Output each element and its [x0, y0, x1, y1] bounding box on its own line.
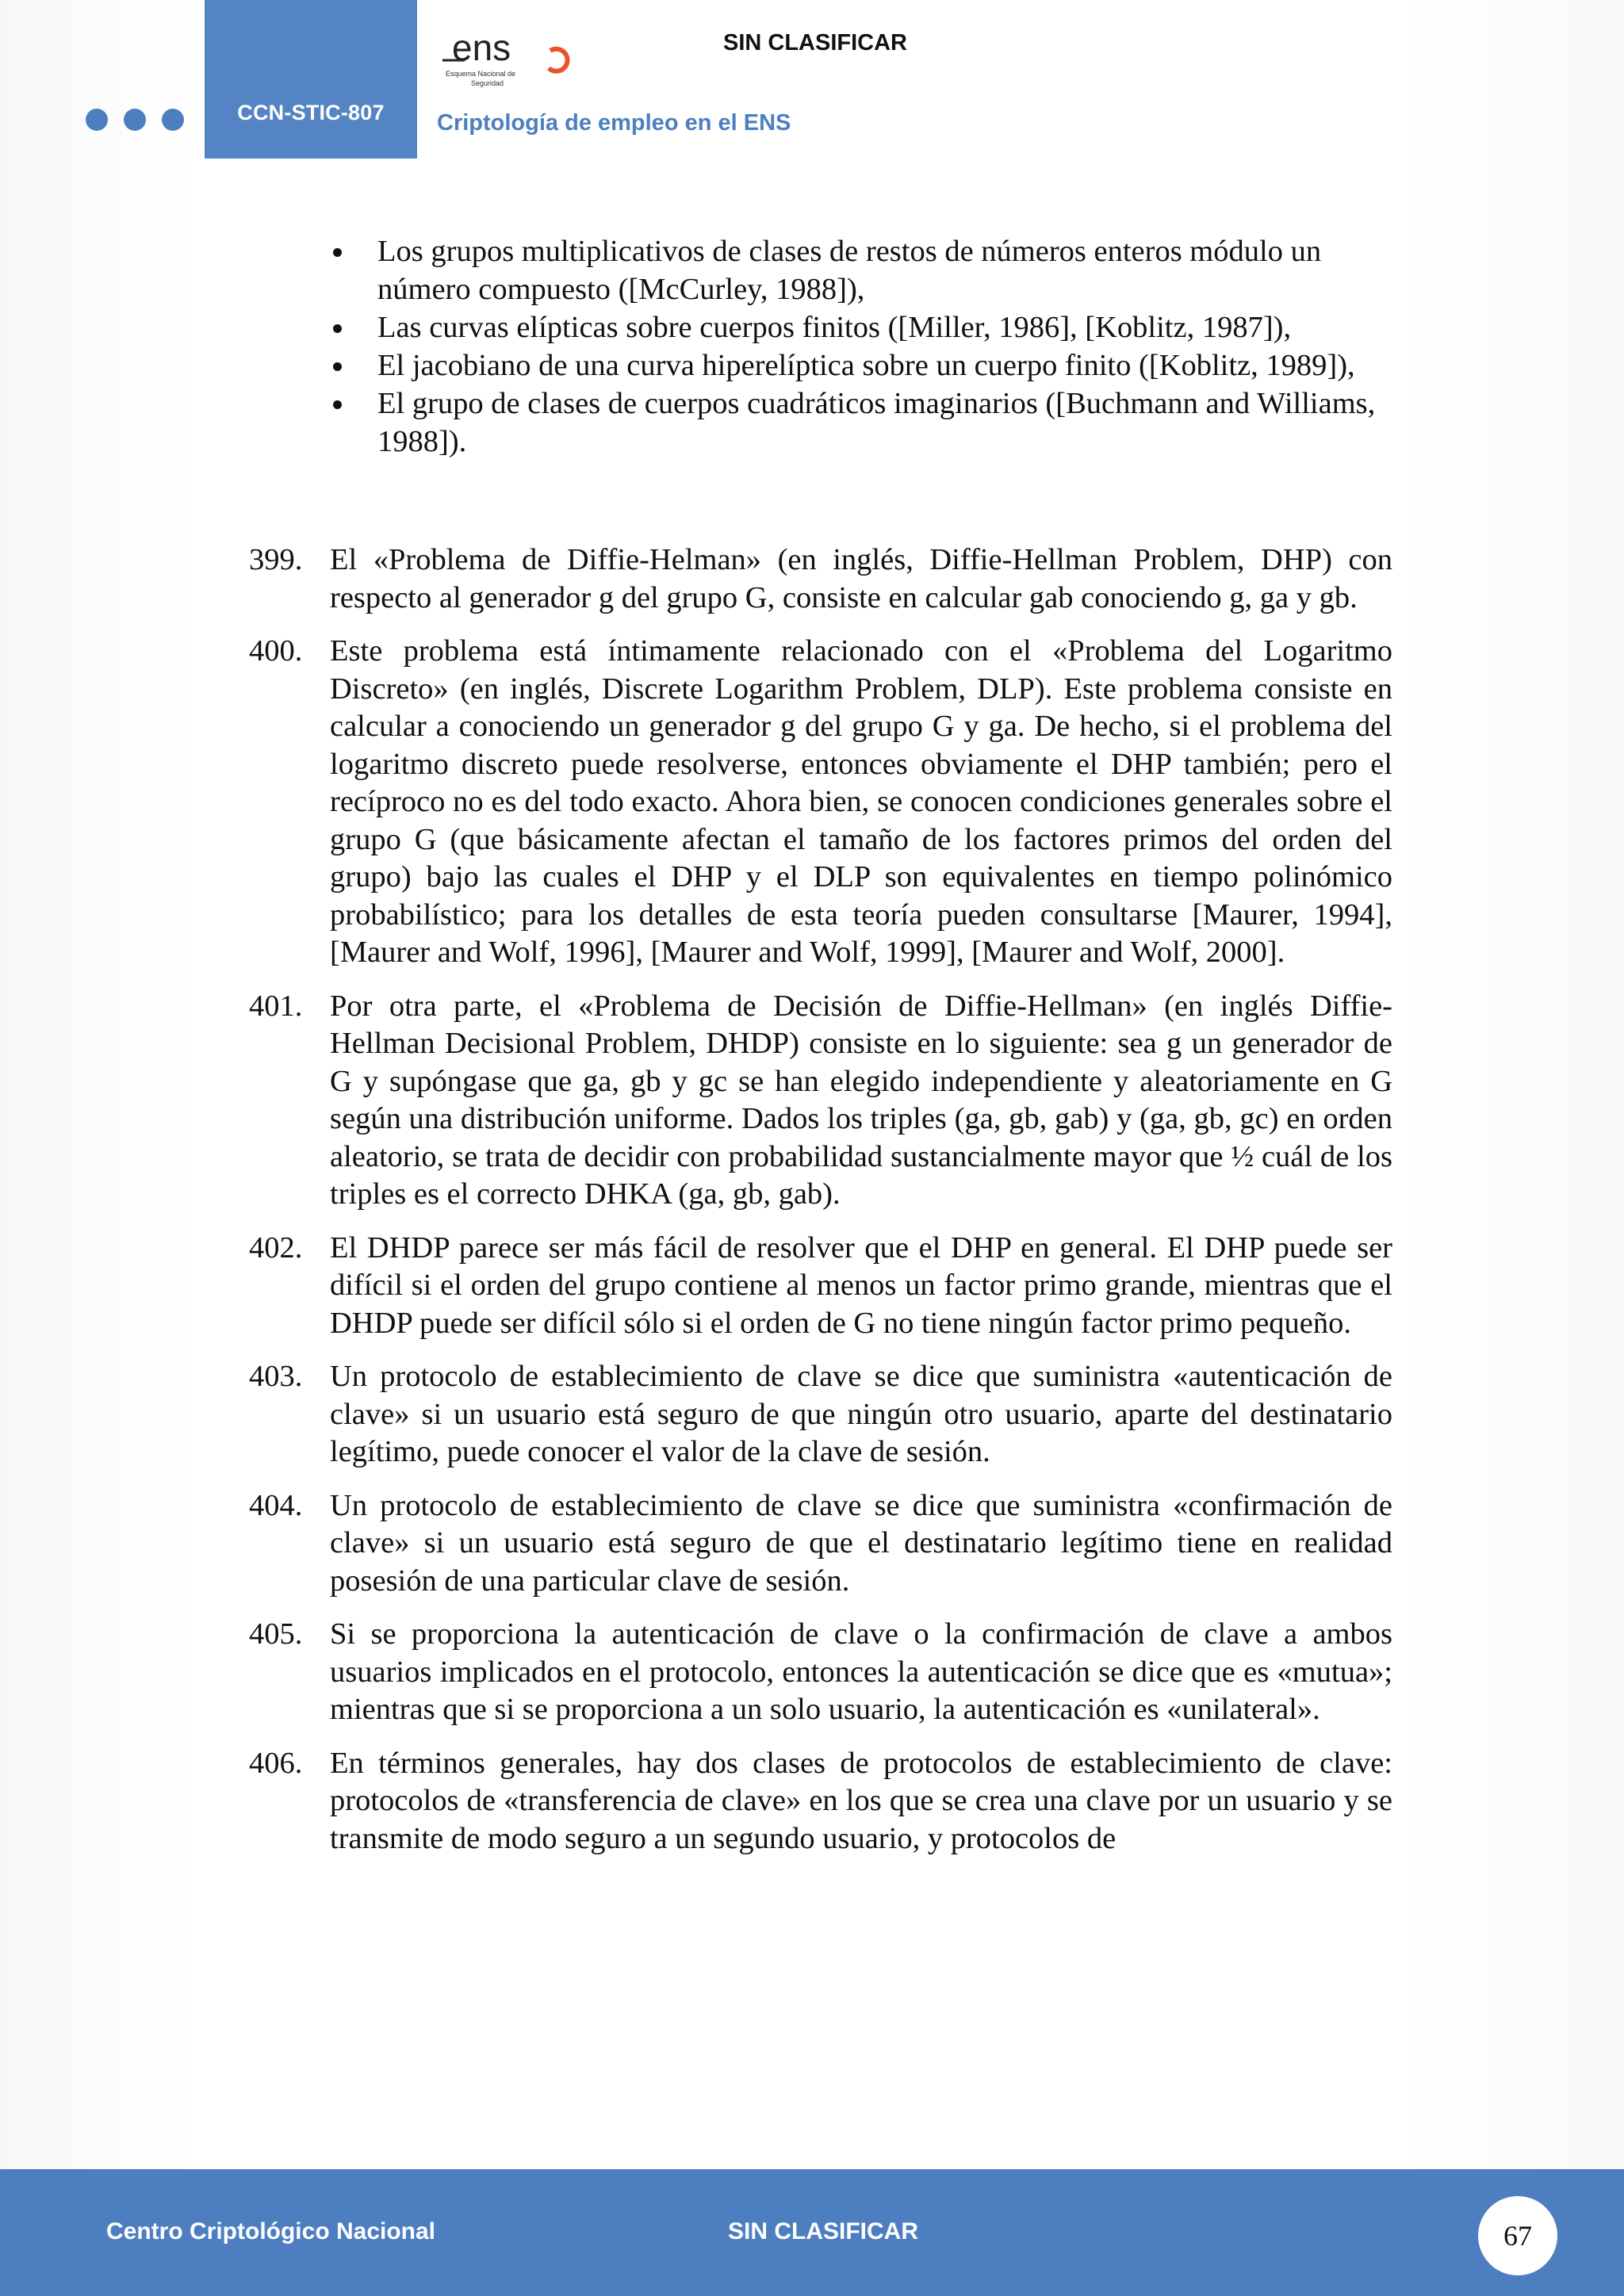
paragraph-text: El «Problema de Diffie-Helman» (en inglés, Diffie-Hellman Problem, DHP) con respecto al generador g del grupo G, consiste en calcular gab conociendo g, ga y gb.: [330, 543, 1392, 614]
paragraph: [249, 1616, 1392, 1729]
paragraph-text: Un protocolo de establecimiento de clave se dice que suministra «confirmación de clave» si un usuario está seguro de que el destinatario legítimo tiene en realidad posesión de una particular clave de sesión.: [330, 1488, 1392, 1598]
paragraph-number: 404.: [249, 1488, 303, 1522]
header-subtitle: Criptología de empleo en el ENS: [437, 110, 791, 136]
dot-icon: [86, 109, 108, 131]
paragraph-text: Un protocolo de establecimiento de clave se dice que suministra «autenticación de clave» si un usuario está seguro de que ningún otro usuario, aparte del destinatario legítimo, puede conocer el valor de la clave de sesión.: [330, 1360, 1392, 1468]
logo-swirl-icon: [549, 49, 568, 71]
bullet-item: Los grupos multiplicativos de clases de restos de números enteros módulo un número compuesto ([McCurley, 1988]),: [377, 232, 1392, 308]
paragraph: [249, 633, 1392, 972]
paragraph: [249, 1230, 1392, 1343]
paragraph-number: 399.: [249, 543, 303, 576]
bullet-item: El jacobiano de una curva hiperelíptica sobre un cuerpo finito ([Koblitz, 1989]),: [377, 346, 1392, 385]
doc-code: CCN-STIC-807: [237, 101, 385, 124]
ens-logo: [441, 27, 584, 90]
bullet-item: Las curvas elípticas sobre cuerpos finitos ([Miller, 1986], [Koblitz, 1987]),: [377, 308, 1392, 346]
bullet-item: El grupo de clases de cuerpos cuadráticos imaginarios ([Buchmann and Williams, 1988]).: [377, 385, 1392, 461]
paragraph-text: En términos generales, hay dos clases de protocolos de establecimiento de clave: protocolos de «transferencia de clave» en los que se crea una clave por un usuario y se transmite de modo seguro a un segundo usuario, y protocolos de: [330, 1746, 1392, 1855]
page-footer: [0, 2169, 1624, 2296]
paragraph-text: Este problema está íntimamente relacionado con el «Problema del Logaritmo Discreto» (en inglés, Discrete Logarithm Problem, DLP). Este problema consiste en calcular a conociendo un generador g del grupo G y ga. De hecho, si el problema del logaritmo discreto puede resolverse, entonces obviamente el DHP también; pero el recíproco no es del todo exacto. Ahora bien, se conocen condiciones generales sobre el grupo G (que básicamente afectan el tamaño de los factores primos del orden del grupo) bajo las cuales el DHP y el DLP son equivalentes en tiempo polinómico probabilístico; para los detalles de esta teoría pueden consultarse [Maurer, 1994], [Maurer and Wolf, 1996], [Maurer and Wolf, 1999], [Maurer and Wolf, 2000].: [330, 634, 1392, 969]
paragraph-number: 402.: [249, 1230, 303, 1265]
paragraph-text: Por otra parte, el «Problema de Decisión de Diffie-Hellman» (en inglés Diffie-Hellman Decisional Problem, DHDP) consiste en lo siguiente: sea g un generador de G y supóngase que ga, gb y gc se han elegido independiente y aleatoriamente en G según una distribución uniforme. Dados los triples (ga, gb, gab) y (ga, gb, gc) en orden aleatorio, se trata de decidir con probabilidad sustancialmente mayor que ½ cuál de los triples es el correcto DHKA (ga, gb, gab).: [330, 989, 1392, 1211]
paragraph: [249, 541, 1392, 617]
paragraph-number: 400.: [249, 634, 303, 668]
paragraph-number: 401.: [249, 989, 303, 1023]
paragraph-number: 406.: [249, 1746, 303, 1780]
paragraph: [249, 1487, 1392, 1601]
paragraph: [249, 1358, 1392, 1471]
paragraph-number: 403.: [249, 1360, 303, 1393]
header-classification: SIN CLASIFICAR: [723, 30, 907, 55]
dot-icon: [162, 109, 184, 131]
page-number: 67: [1503, 2220, 1532, 2252]
numbered-paragraphs: [249, 541, 1392, 1873]
logo-text: ens: [452, 27, 511, 68]
paragraph-text: Si se proporciona la autenticación de clave o la confirmación de clave a ambos usuarios implicados en el protocolo, entonces la autenticación se dice que es «mutua»; mientras que si se proporciona a un solo usuario, la autenticación es «unilateral».: [330, 1617, 1392, 1726]
logo-subtext: Esquema Nacional de: [446, 70, 516, 78]
paragraph: [249, 1745, 1392, 1858]
paragraph-text: El DHDP parece ser más fácil de resolver que el DHP en general. El DHP puede ser difícil si el orden del grupo contiene al menos un factor primo grande, mientras que el DHDP puede ser difícil sólo si el orden de G no tiene ningún factor primo pequeño.: [330, 1230, 1392, 1340]
page-number-badge: [1478, 2196, 1557, 2275]
footer-classification: SIN CLASIFICAR: [728, 2218, 918, 2244]
logo-subtext: Seguridad: [471, 79, 504, 87]
paragraph: [249, 988, 1392, 1214]
dot-icon: [124, 109, 146, 131]
bullet-list: [377, 232, 1392, 461]
footer-organization: Centro Criptológico Nacional: [106, 2218, 436, 2244]
paragraph-number: 405.: [249, 1617, 303, 1651]
header-dots-decoration: [86, 109, 184, 131]
doc-code-tab: [205, 0, 417, 159]
